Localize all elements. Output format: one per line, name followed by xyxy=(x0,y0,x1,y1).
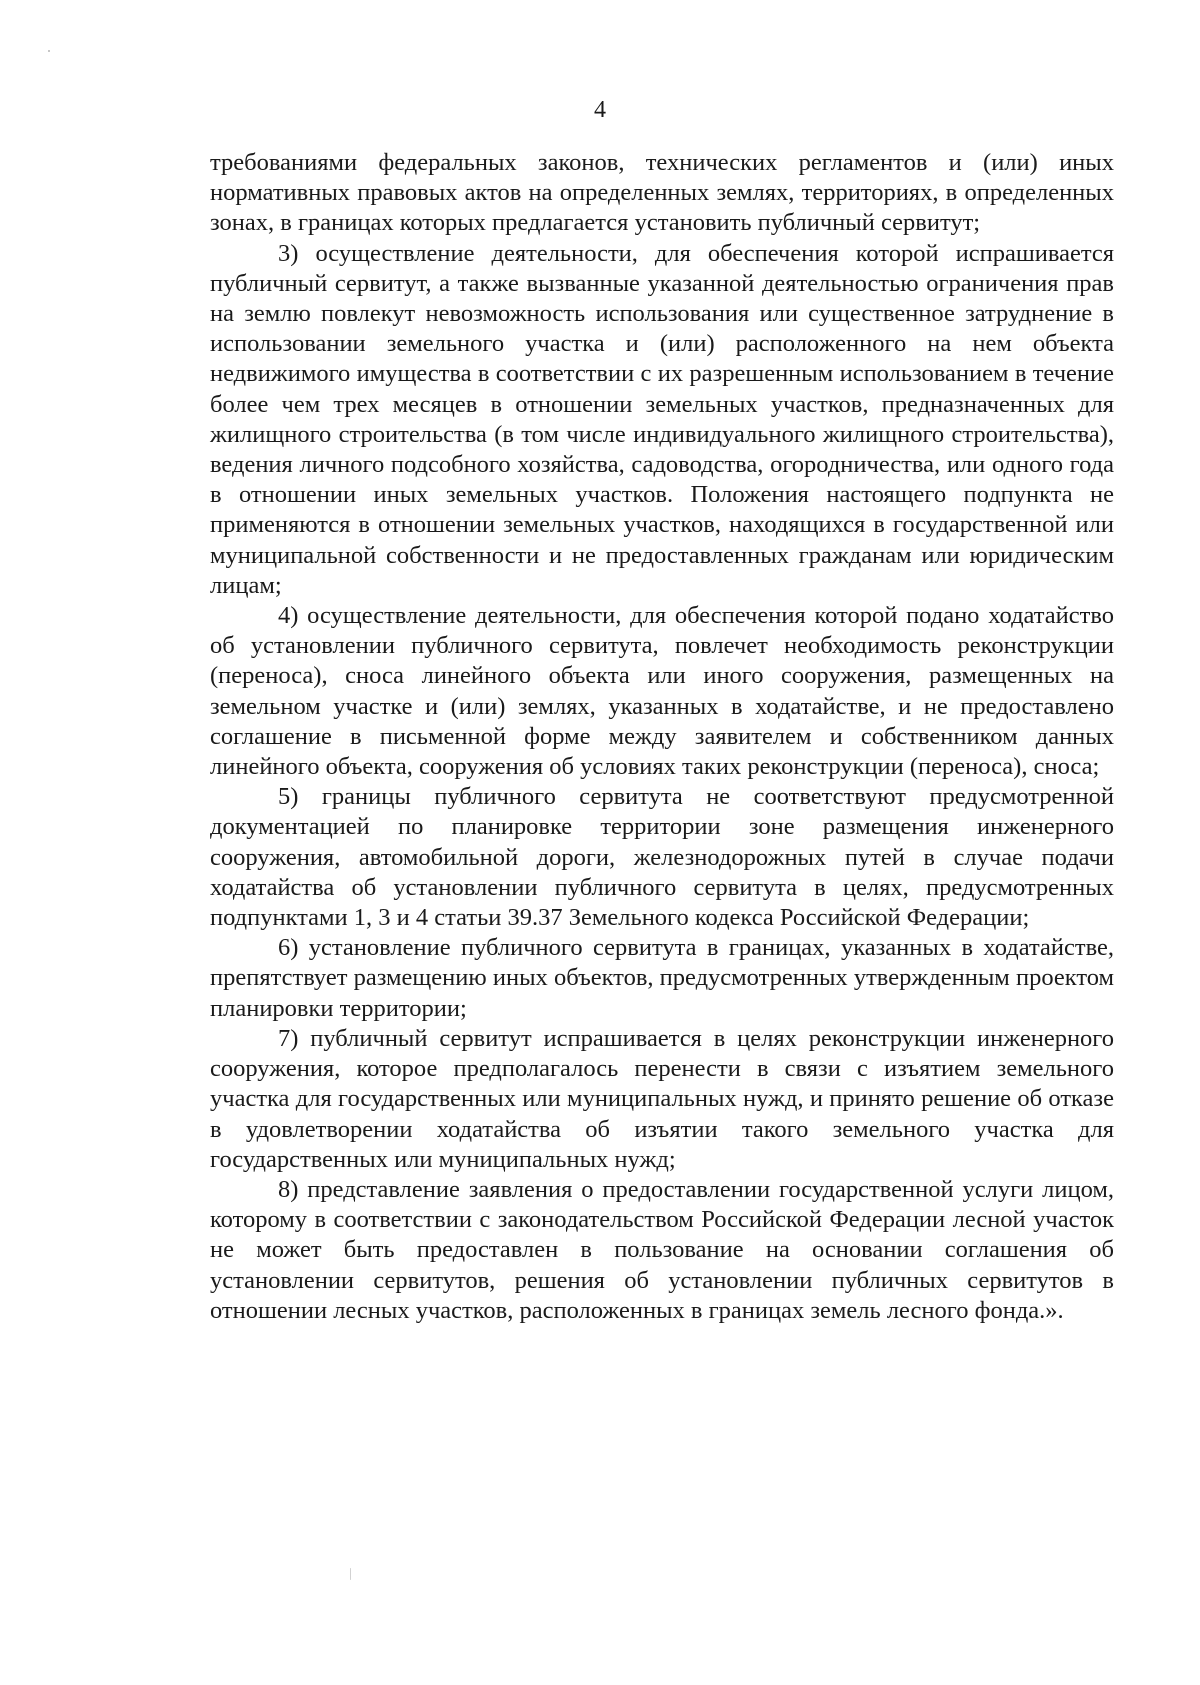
scan-speck xyxy=(350,1568,351,1580)
paragraph-continuation: требованиями федеральных законов, технических регламентов и (или) иных нормативных правовых актов на определенных землях, территориях, в определенных зонах, в границах которых предлагается установить публичный сервитут; xyxy=(210,149,1114,237)
paragraph-item-3: 3) осуществление деятельности, для обеспечения которой испрашивается публичный сервитут, а также вызванные указанной деятельностью ограничения прав на землю повлекут невозможность использования или существенное затруднение в использовании земельного участка и (или) расположенного на нем объекта недвижимого имущества в соответствии с их разрешенным использованием в течение более чем трех месяцев в отношении земельных участков, предназначенных для жилищного строительства (в том числе индивидуального жилищного строительства), ведения личного подсобного хозяйства, садоводства, огородничества, или одного года в отношении иных земельных участков. Положения настоящего подпункта не применяются в отношении земельных участков, находящихся в государственной или муниципальной собственности и не предоставленных гражданам или юридическим лицам; xyxy=(210,239,1114,599)
page-number: 4 xyxy=(594,97,606,123)
paragraph-item-8: 8) представление заявления о предоставлении государственной услуги лицом, которому в соответствии с законодательством Российской Федерации лесной участок не может быть предоставлен в пользование на основании соглашения об установлении сервитутов, решения об установлении публичных сервитутов в отношении лесных участков, расположенных в границах земель лесного фонда.». xyxy=(210,1175,1114,1324)
scan-speck xyxy=(48,50,50,52)
paragraph-item-6: 6) установление публичного сервитута в границах, указанных в ходатайстве, препятствует размещению иных объектов, предусмотренных утвержденным проектом планировки территории; xyxy=(210,934,1114,1022)
paragraph-item-4: 4) осуществление деятельности, для обеспечения которой подано ходатайство об установлении публичного сервитута, повлечет необходимость реконструкции (переноса), сноса линейного объекта или иного сооружения, размещенных на земельном участке и (или) землях, указанных в ходатайстве, и не предоставлено соглашение в письменной форме между заявителем и собственником данных линейного объекта, сооружения об условиях таких реконструкции (переноса), сноса; xyxy=(210,602,1114,781)
paragraph-item-7: 7) публичный сервитут испрашивается в целях реконструкции инженерного сооружения, которое предполагалось перенести в связи с изъятием земельного участка для государственных или муниципальных нужд, и принято решение об отказе в удовлетворении ходатайства об изъятии такого земельного участка для государственных или муниципальных нужд; xyxy=(210,1024,1114,1173)
document-body xyxy=(210,148,1114,1326)
paragraph-item-5: 5) границы публичного сервитута не соответствуют предусмотренной документацией по планировке территории зоне размещения инженерного сооружения, автомобильной дороги, железнодорожных путей в случае подачи ходатайства об установлении публичного сервитута в целях, предусмотренных подпунктами 1, 3 и 4 статьи 39.37 Земельного кодекса Российской Федерации; xyxy=(210,783,1114,932)
